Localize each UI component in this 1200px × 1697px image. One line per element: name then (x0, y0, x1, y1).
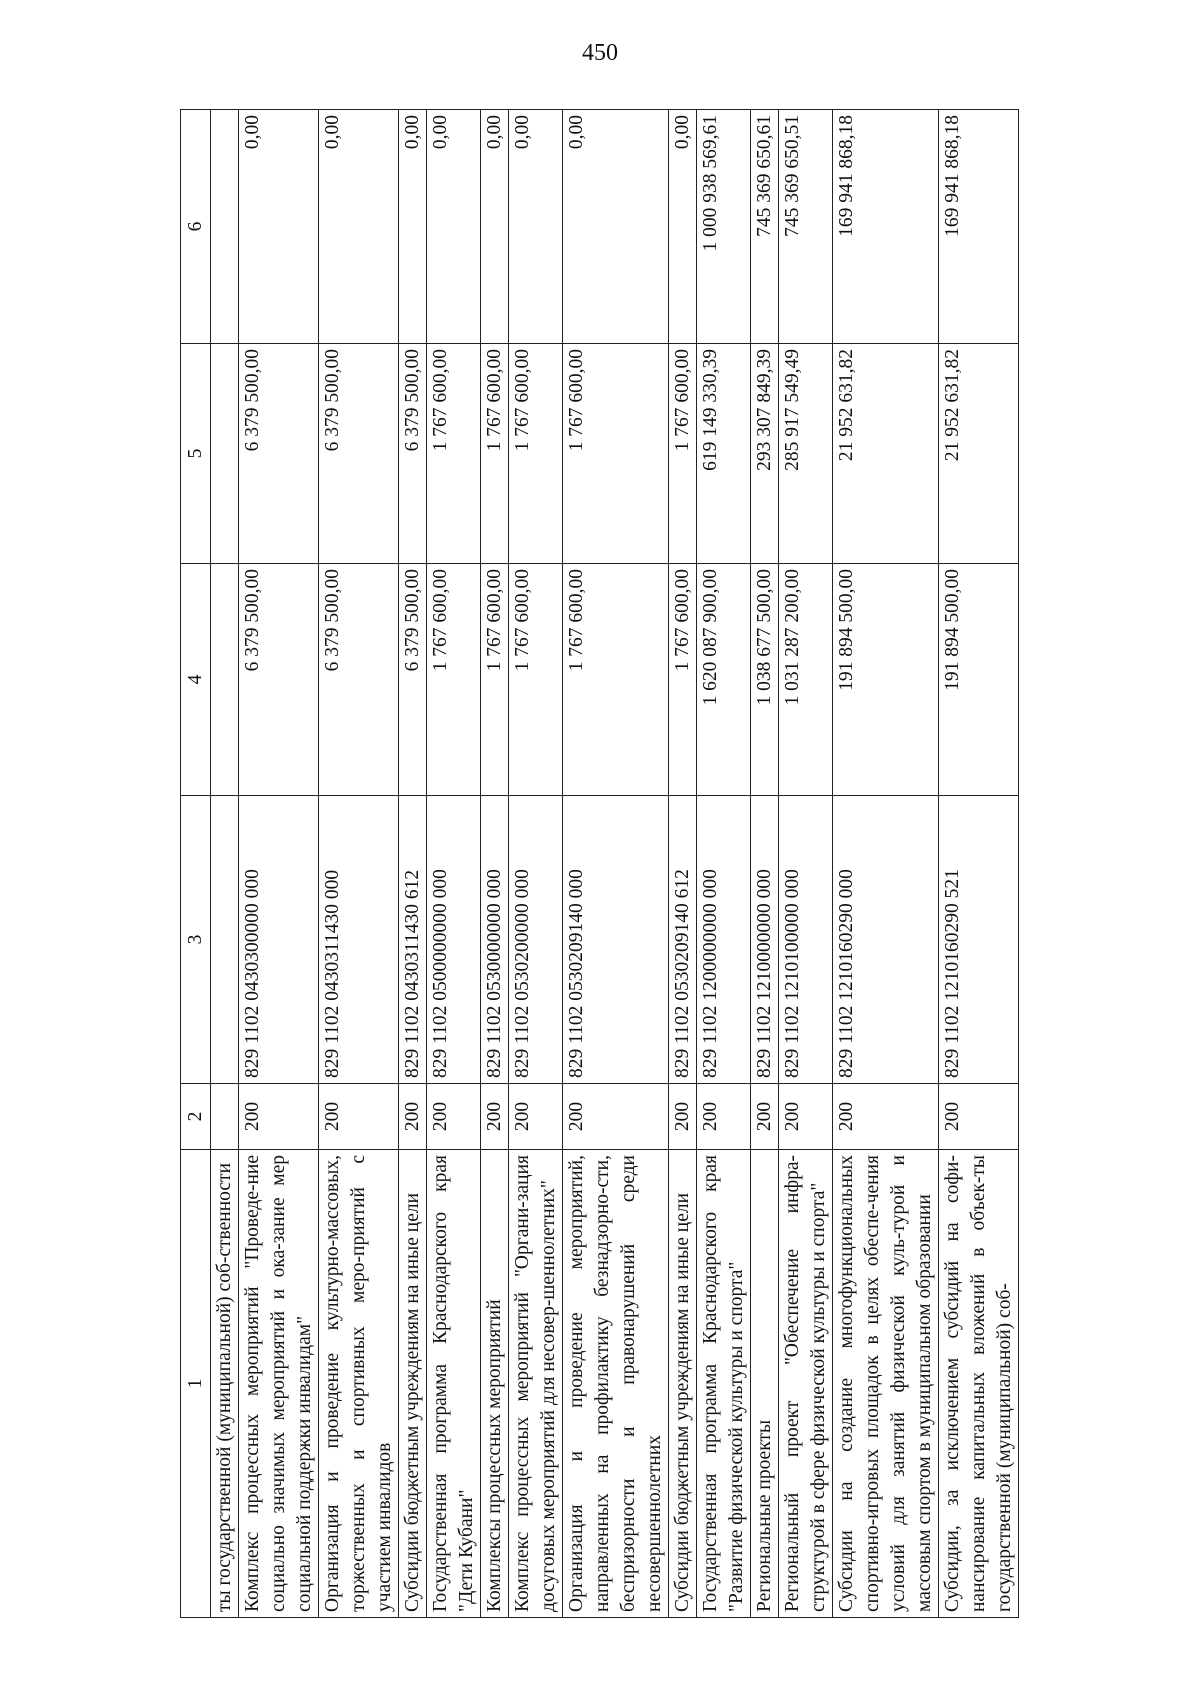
row-kbk (211, 796, 239, 1084)
row-value-5: 1 767 600,00 (509, 344, 563, 564)
row-code: 200 (427, 1084, 481, 1150)
header-row (181, 110, 211, 1618)
row-value-4: 1 767 600,00 (481, 564, 509, 796)
row-code: 200 (399, 1084, 427, 1150)
row-name: Государственная программа Краснодарского края "Дети Кубани" (427, 1150, 481, 1618)
table-row (563, 110, 669, 1618)
row-value-6: 0,00 (427, 110, 481, 344)
row-value-6: 0,00 (669, 110, 697, 344)
row-name: Субсидии на создание многофункциональных спортивно-игровых площадок в целях обеспе-чения условий для занятий физической куль-турой и массовым спортом в муниципальном образовании (833, 1150, 939, 1618)
row-value-4: 6 379 500,00 (319, 564, 399, 796)
row-value-5: 1 767 600,00 (563, 344, 669, 564)
row-code: 200 (939, 1084, 1019, 1150)
row-code: 200 (751, 1084, 779, 1150)
page-number: 450 (582, 40, 618, 66)
row-name: ты государственной (муниципальной) соб-ственности (211, 1150, 239, 1618)
row-value-4: 191 894 500,00 (939, 564, 1019, 796)
row-name: Комплекс процессных мероприятий "Органи-зация досуговых мероприятий для несовер-шеннолетних" (509, 1150, 563, 1618)
rotated-table-area (180, 110, 1140, 1618)
table-row (833, 110, 939, 1618)
row-name: Организация и проведение культурно-массовых, торжественных и спортивных меро-приятий с участием инвалидов (319, 1150, 399, 1618)
table-row (481, 110, 509, 1618)
row-value-4: 1 038 677 500,00 (751, 564, 779, 796)
row-value-6: 0,00 (481, 110, 509, 344)
row-value-6: 0,00 (399, 110, 427, 344)
row-kbk: 829 1102 0500000000 000 (427, 796, 481, 1084)
budget-table (180, 109, 1019, 1618)
row-code: 200 (779, 1084, 833, 1150)
row-value-6: 745 369 650,51 (779, 110, 833, 344)
row-code: 200 (481, 1084, 509, 1150)
table-row (509, 110, 563, 1618)
row-value-6: 0,00 (563, 110, 669, 344)
table-row (669, 110, 697, 1618)
table-row (399, 110, 427, 1618)
row-value-5: 619 149 330,39 (697, 344, 751, 564)
row-kbk: 829 1102 1200000000 000 (697, 796, 751, 1084)
row-value-5: 21 952 631,82 (833, 344, 939, 564)
row-name: Комплекс процессных мероприятий "Проведе-ние социально значимых мероприятий и ока-зание мер социальной поддержки инвалидам" (239, 1150, 319, 1618)
row-value-4: 1 767 600,00 (563, 564, 669, 796)
row-kbk: 829 1102 0430300000 000 (239, 796, 319, 1084)
row-kbk: 829 1102 0530000000 000 (481, 796, 509, 1084)
row-value-6: 169 941 868,18 (939, 110, 1019, 344)
row-kbk: 829 1102 0530209140 000 (563, 796, 669, 1084)
row-code: 200 (697, 1084, 751, 1150)
row-value-4: 1 031 287 200,00 (779, 564, 833, 796)
row-value-6 (211, 110, 239, 344)
row-value-5: 1 767 600,00 (481, 344, 509, 564)
row-value-5: 6 379 500,00 (399, 344, 427, 564)
table-row (427, 110, 481, 1618)
table-row (319, 110, 399, 1618)
row-value-5: 21 952 631,82 (939, 344, 1019, 564)
table-row (939, 110, 1019, 1618)
header-col-4: 4 (181, 564, 211, 796)
row-value-5: 285 917 549,49 (779, 344, 833, 564)
row-value-6: 745 369 650,61 (751, 110, 779, 344)
row-kbk: 829 1102 1210000000 000 (751, 796, 779, 1084)
row-value-6: 1 000 938 569,61 (697, 110, 751, 344)
table-row (779, 110, 833, 1618)
row-code: 200 (509, 1084, 563, 1150)
row-name: Субсидии бюджетным учреждениям на иные цели (399, 1150, 427, 1618)
header-col-5: 5 (181, 344, 211, 564)
row-value-6: 0,00 (239, 110, 319, 344)
table-row (211, 110, 239, 1618)
row-value-6: 169 941 868,18 (833, 110, 939, 344)
row-name: Региональные проекты (751, 1150, 779, 1618)
row-value-4 (211, 564, 239, 796)
row-name: Государственная программа Краснодарского края "Развитие физической культуры и спорта" (697, 1150, 751, 1618)
row-kbk: 829 1102 0430311430 000 (319, 796, 399, 1084)
row-kbk: 829 1102 1210160290 521 (939, 796, 1019, 1084)
row-code (211, 1084, 239, 1150)
table-row (697, 110, 751, 1618)
row-value-4: 1 767 600,00 (427, 564, 481, 796)
row-kbk: 829 1102 1210100000 000 (779, 796, 833, 1084)
table-row (239, 110, 319, 1618)
row-value-6: 0,00 (319, 110, 399, 344)
header-col-6: 6 (181, 110, 211, 344)
row-code: 200 (833, 1084, 939, 1150)
row-kbk: 829 1102 1210160290 000 (833, 796, 939, 1084)
row-value-4: 1 620 087 900,00 (697, 564, 751, 796)
row-value-5: 1 767 600,00 (669, 344, 697, 564)
table-row (751, 110, 779, 1618)
row-value-4: 6 379 500,00 (239, 564, 319, 796)
row-name: Региональный проект "Обеспечение инфра-структурой в сфере физической культуры и спорта" (779, 1150, 833, 1618)
row-name: Субсидии бюджетным учреждениям на иные цели (669, 1150, 697, 1618)
row-code: 200 (239, 1084, 319, 1150)
row-value-5: 293 307 849,39 (751, 344, 779, 564)
row-kbk: 829 1102 0530209140 612 (669, 796, 697, 1084)
row-code: 200 (319, 1084, 399, 1150)
row-value-5: 1 767 600,00 (427, 344, 481, 564)
row-value-4: 6 379 500,00 (399, 564, 427, 796)
row-name: Организация и проведение мероприятий, направленных на профилактику безнадзорно-сти, беспризорности и правонарушений среди несовершеннолетних (563, 1150, 669, 1618)
header-col-1: 1 (181, 1150, 211, 1618)
header-col-3: 3 (181, 796, 211, 1084)
row-code: 200 (563, 1084, 669, 1150)
row-kbk: 829 1102 0430311430 612 (399, 796, 427, 1084)
row-name: Субсидии, за исключением субсидий на софи-нансирование капитальных вложений в объек-ты государственной (муниципальной) соб- (939, 1150, 1019, 1618)
row-value-4: 1 767 600,00 (509, 564, 563, 796)
row-value-5: 6 379 500,00 (319, 344, 399, 564)
row-kbk: 829 1102 0530200000 000 (509, 796, 563, 1084)
row-name: Комплексы процессных мероприятий (481, 1150, 509, 1618)
row-value-6: 0,00 (509, 110, 563, 344)
header-col-2: 2 (181, 1084, 211, 1150)
row-code: 200 (669, 1084, 697, 1150)
row-value-4: 191 894 500,00 (833, 564, 939, 796)
row-value-5: 6 379 500,00 (239, 344, 319, 564)
row-value-5 (211, 344, 239, 564)
row-value-4: 1 767 600,00 (669, 564, 697, 796)
